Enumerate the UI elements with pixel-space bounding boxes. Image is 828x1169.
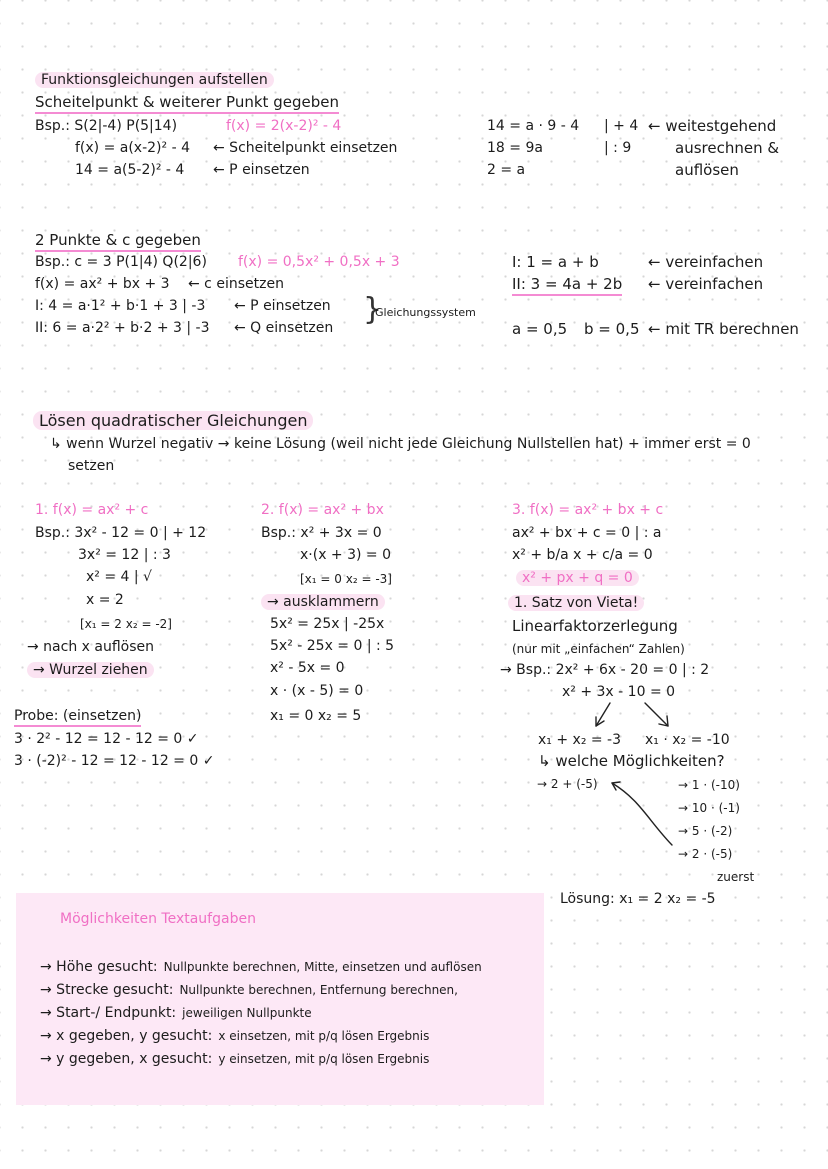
col1-step-solve: → nach x auflösen bbox=[27, 639, 155, 655]
col3-linear-factor: Linearfaktorzerlegung bbox=[512, 617, 678, 635]
section1-example-formula: f(x) = 2(x-2)² - 4 bbox=[226, 118, 342, 134]
section1-step3: 2 = a bbox=[487, 162, 526, 178]
section2-eq2-note: ← Q einsetzen bbox=[234, 320, 334, 336]
section1-line1-note: ← Scheitelpunkt einsetzen bbox=[213, 140, 398, 156]
text-task-item bbox=[40, 958, 482, 976]
section1-step2: 18 = 9a bbox=[487, 140, 543, 156]
col3-heading: 3. f(x) = ax² + bx + c bbox=[512, 502, 664, 518]
section3-note: ↳ wenn Wurzel negativ → keine Lösung (weil nicht jede Gleichung Nullstellen hat) + immer erst = 0 bbox=[50, 436, 751, 452]
col2-line2: x·(x + 3) = 0 bbox=[300, 547, 392, 563]
section1-line1: f(x) = a(x-2)² - 4 bbox=[75, 140, 190, 156]
section1-example: Bsp.: S(2|-4) P(5|14) bbox=[35, 118, 178, 134]
section1-step1: 14 = a · 9 - 4 bbox=[487, 118, 580, 134]
text-task-value: Nullpunkte berechnen, Mitte, einsetzen und auflösen bbox=[163, 960, 482, 974]
col3-option3: → 5 · (-2) bbox=[678, 824, 733, 838]
text-tasks-title: Möglichkeiten Textaufgaben bbox=[60, 911, 256, 927]
col1-line4: x = 2 bbox=[86, 592, 124, 608]
col3-first: zuerst bbox=[717, 870, 755, 884]
col1-probe-title: Probe: (einsetzen) bbox=[14, 707, 141, 725]
section2-result2-note: ← vereinfachen bbox=[648, 275, 764, 293]
col2-solution: [x₁ = 0 x₂ = -3] bbox=[300, 572, 392, 586]
col3-sum: x₁ + x₂ = -3 bbox=[538, 732, 622, 748]
brace-icon: } bbox=[363, 292, 383, 327]
col1-step-root: → Wurzel ziehen bbox=[27, 661, 154, 679]
section2-title: 2 Punkte & c gegeben bbox=[35, 231, 201, 249]
section2-line1: f(x) = ax² + bx + 3 bbox=[35, 276, 170, 292]
col1-probe1: 3 · 2² - 12 = 12 - 12 = 0 ✓ bbox=[14, 731, 199, 747]
text-task-key: → Höhe gesucht: bbox=[40, 959, 158, 975]
col1-solution: [x₁ = 2 x₂ = -2] bbox=[80, 617, 172, 631]
col2-line5: 5x² = 25x | -25x bbox=[270, 616, 385, 632]
section2-eq2: II: 6 = a·2² + b·2 + 3 | -3 bbox=[35, 320, 210, 336]
text-task-value: y einsetzen, mit p/q lösen Ergebnis bbox=[218, 1052, 430, 1066]
col1-heading: 1. f(x) = ax² + c bbox=[35, 502, 149, 518]
section1-step-note2: ausrechnen & bbox=[675, 139, 780, 157]
section3-note-cont: setzen bbox=[68, 458, 115, 474]
col3-reduced: x² + 3x - 10 = 0 bbox=[562, 684, 676, 700]
col1-line2: 3x² = 12 | : 3 bbox=[78, 547, 171, 563]
section2-result1: I: 1 = a + b bbox=[512, 253, 599, 271]
text-task-key: → y gegeben, x gesucht: bbox=[40, 1051, 213, 1067]
section1-line2: 14 = a(5-2)² - 4 bbox=[75, 162, 185, 178]
section1-line2-note: ← P einsetzen bbox=[213, 162, 310, 178]
text-task-key: → x gegeben, y gesucht: bbox=[40, 1028, 213, 1044]
col3-question: ↳ welche Möglichkeiten? bbox=[538, 752, 725, 770]
col3-option2: → 10 · (-1) bbox=[678, 801, 740, 815]
col2-line7: x² - 5x = 0 bbox=[270, 660, 345, 676]
col3-option4: → 2 · (-5) bbox=[678, 847, 733, 861]
col3-line1: ax² + bx + c = 0 | : a bbox=[512, 525, 662, 541]
col2-line1: Bsp.: x² + 3x = 0 bbox=[261, 525, 382, 541]
section2-example-formula: f(x) = 0,5x² + 0,5x + 3 bbox=[238, 254, 400, 270]
text-task-key: → Strecke gesucht: bbox=[40, 982, 174, 998]
curve-arrow-icon bbox=[612, 783, 672, 845]
section2-result-b: b = 0,5 bbox=[584, 320, 640, 338]
text-task-value: x einsetzen, mit p/q lösen Ergebnis bbox=[218, 1029, 430, 1043]
section2-eq1: I: 4 = a·1² + b·1 + 3 | -3 bbox=[35, 298, 206, 314]
section2-result-a: a = 0,5 bbox=[512, 320, 568, 338]
col3-option1: → 1 · (-10) bbox=[678, 778, 740, 792]
arrow-left-icon bbox=[596, 703, 610, 726]
section2-result2: II: 3 = 4a + 2b bbox=[512, 275, 622, 293]
col3-note: (nur mit „einfachen“ Zahlen) bbox=[512, 642, 685, 656]
col1-line1: Bsp.: 3x² - 12 = 0 | + 12 bbox=[35, 525, 207, 541]
section2-result-note: ← mit TR berechnen bbox=[648, 320, 799, 338]
text-task-item bbox=[40, 1004, 312, 1022]
section1-step2-op: | : 9 bbox=[604, 140, 632, 156]
text-task-value: Nullpunkte berechnen, Entfernung berechnen, bbox=[179, 983, 458, 997]
section2-brace-label: Gleichungssystem bbox=[375, 306, 476, 319]
section3-title: Lösen quadratischer Gleichungen bbox=[33, 411, 313, 431]
col2-heading: 2. f(x) = ax² + bx bbox=[261, 502, 384, 518]
section1-subtitle: Scheitelpunkt & weiterer Punkt gegeben bbox=[35, 93, 339, 111]
col3-answer: → 2 + (-5) bbox=[537, 777, 598, 791]
col3-line3: x² + px + q = 0 bbox=[516, 569, 639, 587]
col2-line8: x · (x - 5) = 0 bbox=[270, 683, 364, 699]
col3-vieta: 1. Satz von Vieta! bbox=[508, 594, 644, 612]
section1-title: Funktionsgleichungen aufstellen bbox=[35, 71, 274, 89]
section1-step-note3: auflösen bbox=[675, 161, 739, 179]
section2-example: Bsp.: c = 3 P(1|4) Q(2|6) bbox=[35, 254, 207, 270]
col2-line6: 5x² - 25x = 0 | : 5 bbox=[270, 638, 395, 654]
col3-solution: Lösung: x₁ = 2 x₂ = -5 bbox=[560, 891, 716, 907]
text-task-value: jeweiligen Nullpunkte bbox=[182, 1006, 312, 1020]
col2-step-factor: → ausklammern bbox=[261, 593, 385, 611]
section1-step1-op: | + 4 bbox=[604, 118, 639, 134]
col3-product: x₁ · x₂ = -10 bbox=[645, 732, 730, 748]
section2-line1-note: ← c einsetzen bbox=[188, 276, 284, 292]
section1-step-note1: ← weitestgehend bbox=[648, 117, 777, 135]
text-task-item bbox=[40, 1050, 429, 1068]
text-task-item bbox=[40, 1027, 429, 1045]
text-task-key: → Start-/ Endpunkt: bbox=[40, 1005, 177, 1021]
col1-probe2: 3 · (-2)² - 12 = 12 - 12 = 0 ✓ bbox=[14, 753, 215, 769]
col2-line9: x₁ = 0 x₂ = 5 bbox=[270, 708, 362, 724]
col1-line3: x² = 4 | √ bbox=[86, 569, 152, 585]
col3-line2: x² + b/a x + c/a = 0 bbox=[512, 547, 653, 563]
section2-eq1-note: ← P einsetzen bbox=[234, 298, 331, 314]
section2-result1-note: ← vereinfachen bbox=[648, 253, 764, 271]
text-task-item bbox=[40, 981, 458, 999]
col3-example: → Bsp.: 2x² + 6x - 20 = 0 | : 2 bbox=[500, 662, 710, 678]
arrow-right-icon bbox=[645, 703, 668, 726]
